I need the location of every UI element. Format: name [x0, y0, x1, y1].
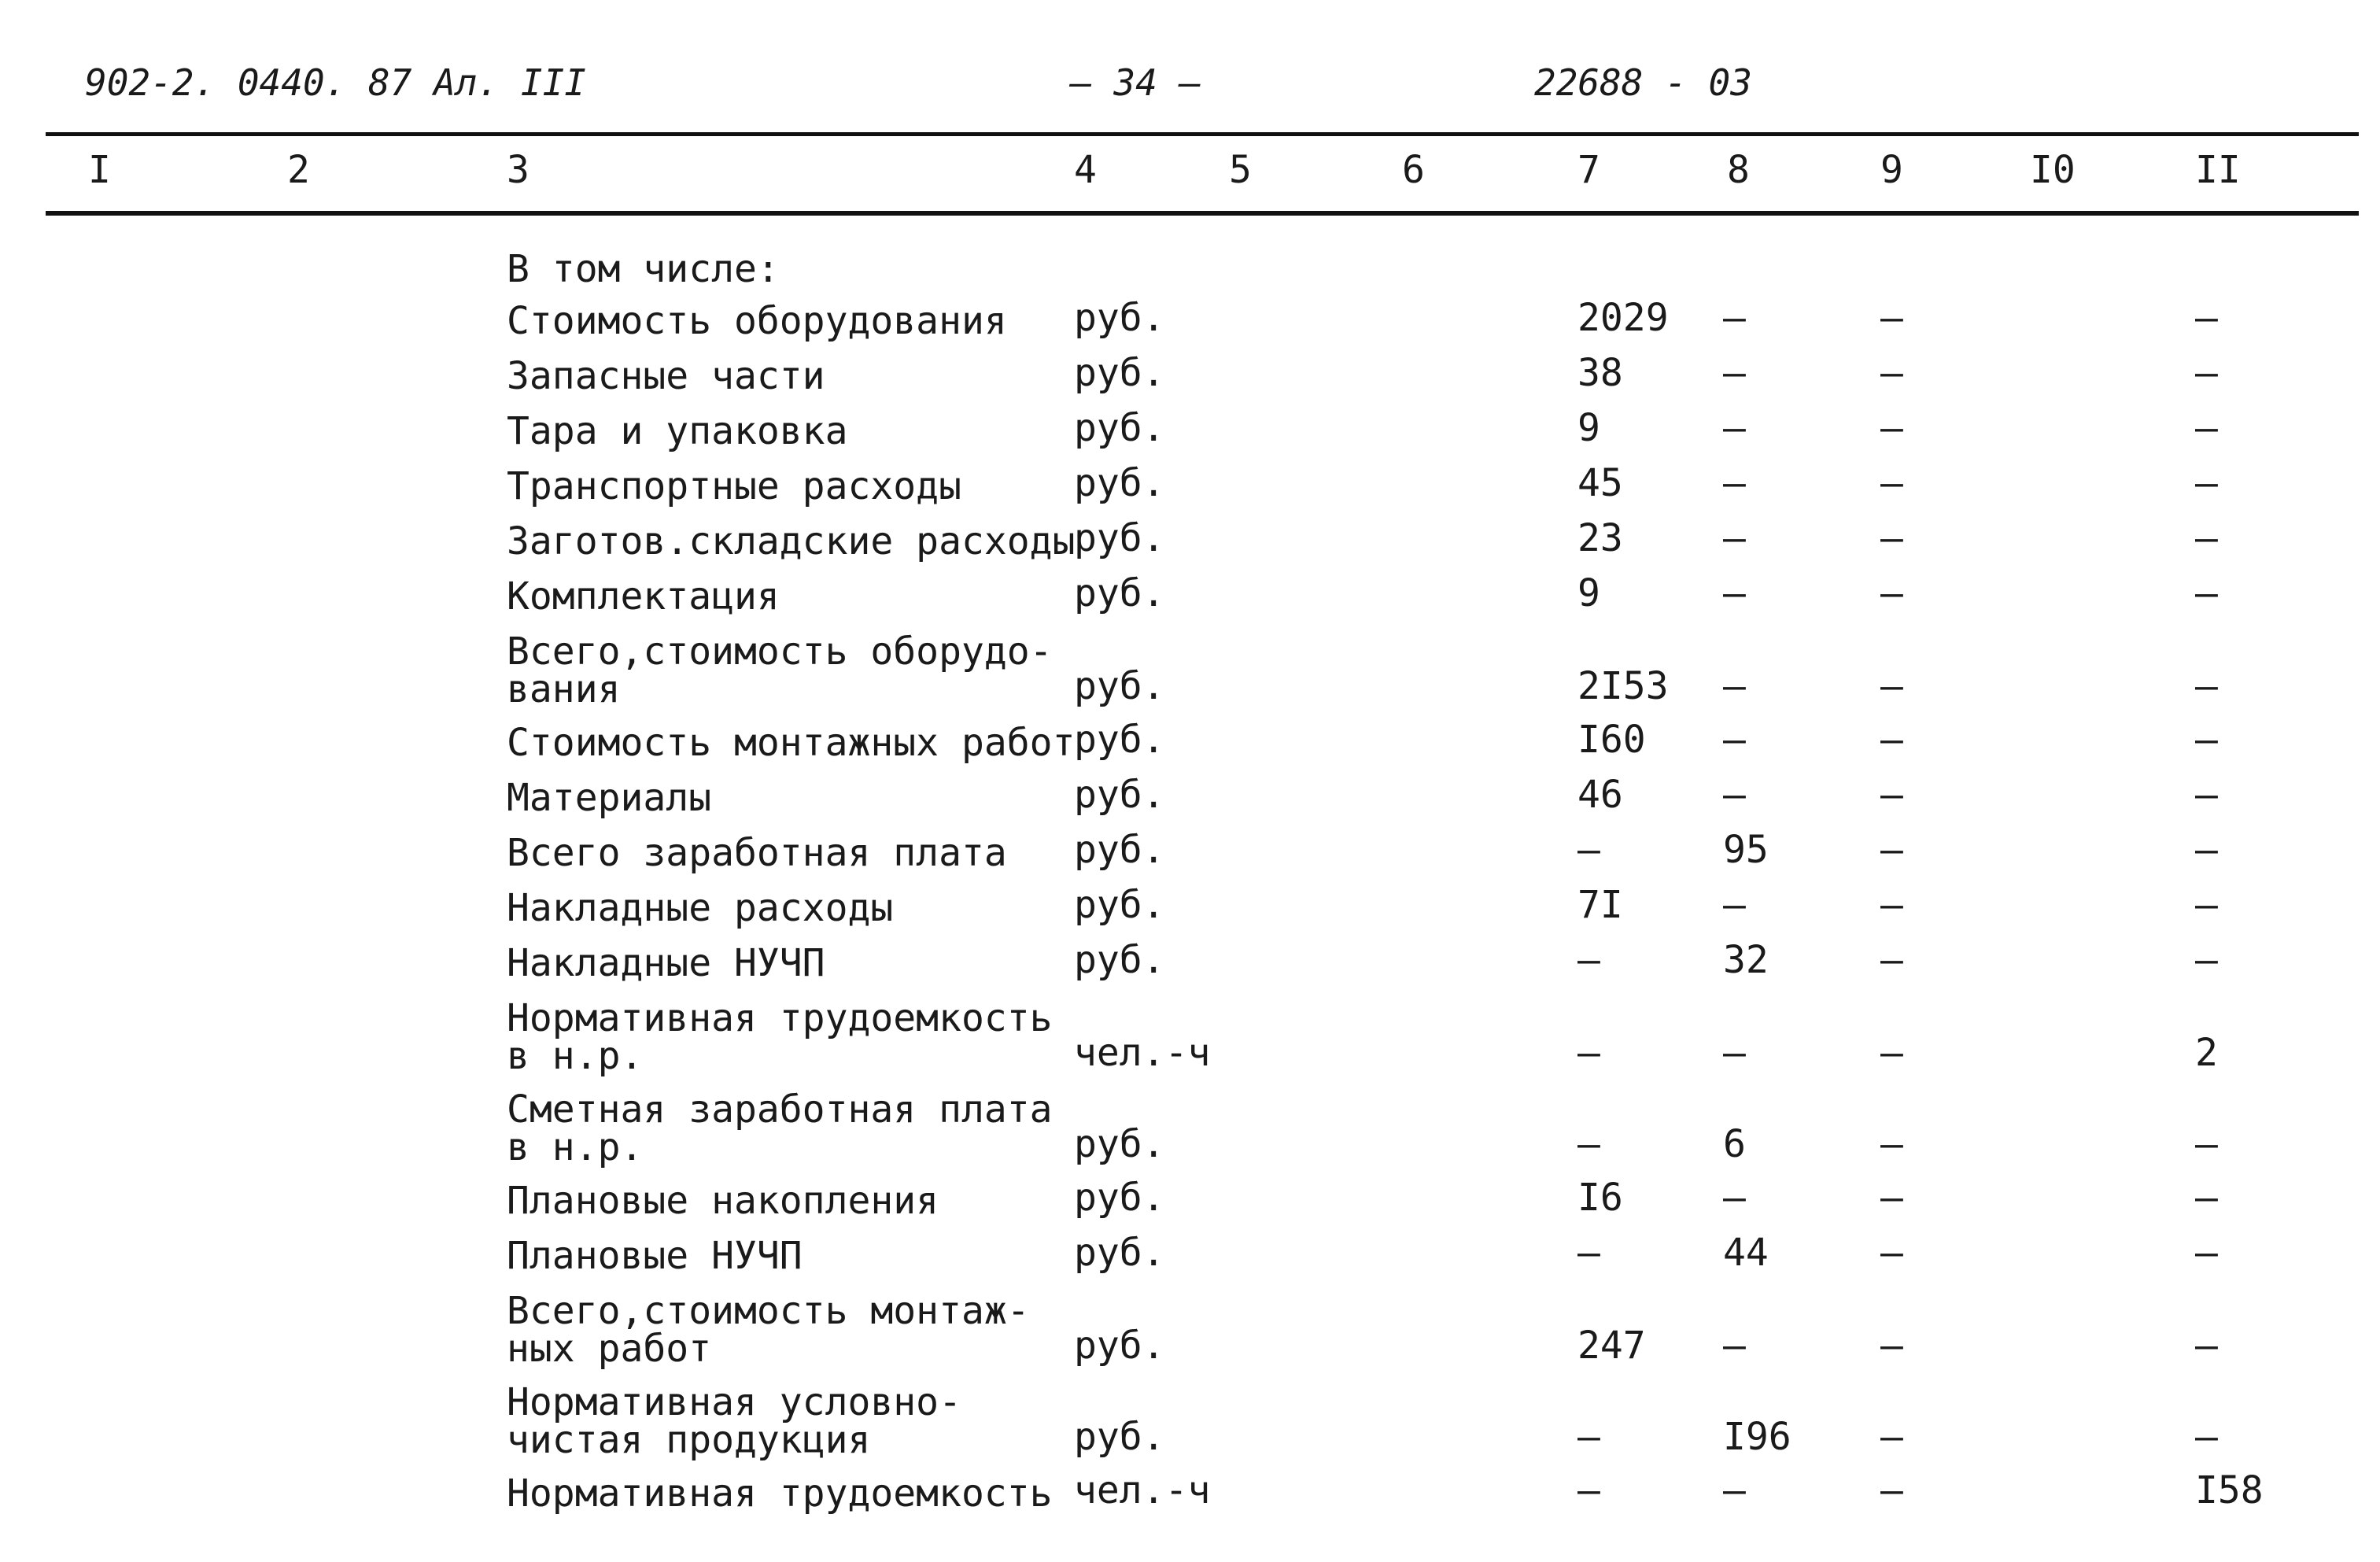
row-description: Нормативная условно- чистая продукция	[507, 1380, 961, 1462]
cell-col7: 247	[1577, 1324, 1646, 1368]
cell-col8: –	[1723, 1324, 1746, 1368]
cell-col11: –	[2195, 718, 2218, 762]
table-row	[0, 996, 2380, 1078]
table-row	[0, 828, 2380, 875]
cell-col9: –	[1880, 296, 1903, 340]
row-unit: руб.	[1074, 828, 1165, 872]
row-unit: руб.	[1074, 461, 1165, 505]
cell-col7: –	[1577, 1122, 1600, 1166]
row-unit: руб.	[1074, 1231, 1165, 1275]
column-number: 3	[507, 148, 530, 192]
row-description: Заготов.складские расходы	[507, 519, 1076, 563]
cell-col8: 95	[1723, 828, 1769, 872]
row-description: Плановые НУЧП	[507, 1234, 803, 1278]
cell-col7: I6	[1577, 1176, 1623, 1220]
cell-col9: –	[1880, 938, 1903, 982]
table-row	[0, 883, 2380, 930]
table-row	[0, 773, 2380, 820]
cell-col9: –	[1880, 1176, 1903, 1220]
row-unit: руб.	[1074, 664, 1165, 708]
table-row	[0, 1380, 2380, 1462]
column-number: I	[88, 148, 111, 192]
table-row	[0, 461, 2380, 508]
row-unit: руб.	[1074, 296, 1165, 340]
row-unit: руб.	[1074, 406, 1165, 450]
cell-col9: –	[1880, 1324, 1903, 1368]
cell-col9: –	[1880, 664, 1903, 708]
cell-col11: –	[2195, 296, 2218, 340]
column-number: I0	[2030, 148, 2076, 192]
row-description: Стоимость монтажных работ	[507, 721, 1076, 765]
cell-col9: –	[1880, 1468, 1903, 1512]
cell-col9: –	[1880, 1031, 1903, 1075]
row-description: Запасные части	[507, 354, 825, 398]
cell-col7: –	[1577, 1415, 1600, 1459]
cell-col11: –	[2195, 938, 2218, 982]
table-row	[0, 1231, 2380, 1278]
row-description: Всего,стоимость оборудо- вания	[507, 630, 1053, 711]
row-unit: руб.	[1074, 883, 1165, 927]
table-row	[0, 296, 2380, 343]
table-row	[0, 406, 2380, 453]
cell-col9: –	[1880, 828, 1903, 872]
table-row	[0, 1468, 2380, 1516]
cell-col7: 2029	[1577, 296, 1669, 340]
cell-col7: 23	[1577, 516, 1623, 560]
cell-col11: –	[2195, 461, 2218, 505]
row-unit: руб.	[1074, 516, 1165, 560]
page-number: – 34 –	[1070, 61, 1201, 104]
row-description: Транспортные расходы	[507, 464, 961, 508]
cell-col8: –	[1723, 351, 1746, 395]
cell-col7: –	[1577, 828, 1600, 872]
column-number: 6	[1402, 148, 1425, 192]
row-unit: чел.-ч	[1074, 1468, 1211, 1512]
column-number: 9	[1880, 148, 1903, 192]
row-unit: руб.	[1074, 1122, 1165, 1166]
cell-col9: –	[1880, 351, 1903, 395]
cell-col11: –	[2195, 1415, 2218, 1459]
row-unit: руб.	[1074, 773, 1165, 817]
cell-col9: –	[1880, 461, 1903, 505]
column-number: 5	[1229, 148, 1252, 192]
row-description: Накладные расходы	[507, 886, 894, 930]
cell-col8: –	[1723, 718, 1746, 762]
row-description: Всего заработная плата	[507, 831, 1007, 875]
cell-col8: 44	[1723, 1231, 1769, 1275]
row-unit: руб.	[1074, 718, 1165, 762]
cell-col11: –	[2195, 1176, 2218, 1220]
cell-col9: –	[1880, 883, 1903, 927]
cell-col7: 2I53	[1577, 664, 1669, 708]
cell-col11: –	[2195, 1231, 2218, 1275]
cell-col8: –	[1723, 883, 1746, 927]
row-description: Тара и упаковка	[507, 409, 848, 453]
cell-col8: –	[1723, 461, 1746, 505]
cell-col8: –	[1723, 1468, 1746, 1512]
cell-col9: –	[1880, 406, 1903, 450]
cell-col11: –	[2195, 516, 2218, 560]
row-description: Комплектация	[507, 574, 780, 619]
cell-col9: –	[1880, 1415, 1903, 1459]
cell-col11: I58	[2195, 1468, 2264, 1512]
header-top-rule	[46, 132, 2359, 136]
cell-col8: –	[1723, 664, 1746, 708]
column-number: 4	[1074, 148, 1097, 192]
row-unit: руб.	[1074, 1415, 1165, 1459]
row-unit: руб.	[1074, 938, 1165, 982]
cell-col8: –	[1723, 1176, 1746, 1220]
cell-col8: –	[1723, 516, 1746, 560]
table-row	[0, 351, 2380, 398]
table-row	[0, 718, 2380, 765]
cell-col7: 9	[1577, 406, 1600, 450]
cell-col7: –	[1577, 1231, 1600, 1275]
column-number: II	[2195, 148, 2241, 192]
section-label-row	[0, 247, 2380, 291]
cell-col7: 38	[1577, 351, 1623, 395]
row-description: Плановые накопления	[507, 1179, 939, 1223]
cell-col8: –	[1723, 773, 1746, 817]
cell-col7: –	[1577, 1031, 1600, 1075]
cell-col11: –	[2195, 351, 2218, 395]
row-description: Нормативная трудоемкость	[507, 1472, 1053, 1516]
table-row	[0, 516, 2380, 563]
row-unit: чел.-ч	[1074, 1031, 1211, 1075]
cell-col11: –	[2195, 1324, 2218, 1368]
cell-col8: I96	[1723, 1415, 1791, 1459]
column-number: 8	[1727, 148, 1750, 192]
cell-col11: –	[2195, 571, 2218, 615]
cell-col8: –	[1723, 571, 1746, 615]
cell-col11: –	[2195, 664, 2218, 708]
cell-col11: –	[2195, 406, 2218, 450]
cell-col9: –	[1880, 516, 1903, 560]
row-description: Всего,стоимость монтаж- ных работ	[507, 1289, 1030, 1371]
row-unit: руб.	[1074, 351, 1165, 395]
cell-col9: –	[1880, 773, 1903, 817]
row-description: Стоимость оборудования	[507, 299, 1007, 343]
cell-col11: –	[2195, 828, 2218, 872]
table-row	[0, 630, 2380, 711]
column-number: 2	[287, 148, 310, 192]
cell-col9: –	[1880, 571, 1903, 615]
cell-col9: –	[1880, 1122, 1903, 1166]
cell-col9: –	[1880, 718, 1903, 762]
doc-number: 22688 - 03	[1534, 61, 1752, 104]
cell-col7: 7I	[1577, 883, 1623, 927]
cell-col7: 45	[1577, 461, 1623, 505]
row-unit: руб.	[1074, 1324, 1165, 1368]
cell-col11: –	[2195, 773, 2218, 817]
cell-col8: –	[1723, 1031, 1746, 1075]
row-description: Сметная заработная плата в н.р.	[507, 1087, 1053, 1169]
cell-col11: –	[2195, 883, 2218, 927]
cell-col7: 46	[1577, 773, 1623, 817]
table-row	[0, 1176, 2380, 1223]
cell-col8: –	[1723, 406, 1746, 450]
cell-col11: –	[2195, 1122, 2218, 1166]
cell-col8: 32	[1723, 938, 1769, 982]
cell-col7: 9	[1577, 571, 1600, 615]
row-description: Накладные НУЧП	[507, 941, 825, 985]
doc-code: 902-2. 0440. 87 Ал. III	[85, 61, 586, 104]
table-row	[0, 1087, 2380, 1169]
cell-col7: I60	[1577, 718, 1646, 762]
cell-col7: –	[1577, 938, 1600, 982]
row-unit: руб.	[1074, 1176, 1165, 1220]
cell-col11: 2	[2195, 1031, 2218, 1075]
cell-col9: –	[1880, 1231, 1903, 1275]
row-description: Материалы	[507, 776, 712, 820]
column-number: 7	[1577, 148, 1600, 192]
row-description: Нормативная трудоемкость в н.р.	[507, 996, 1053, 1078]
cell-col8: 6	[1723, 1122, 1746, 1166]
table-row	[0, 938, 2380, 985]
header-bottom-rule	[46, 211, 2359, 216]
table-row	[0, 1289, 2380, 1371]
cell-col7: –	[1577, 1468, 1600, 1512]
section-label: В том числе:	[507, 247, 780, 291]
cell-col8: –	[1723, 296, 1746, 340]
table-row	[0, 571, 2380, 619]
row-unit: руб.	[1074, 571, 1165, 615]
